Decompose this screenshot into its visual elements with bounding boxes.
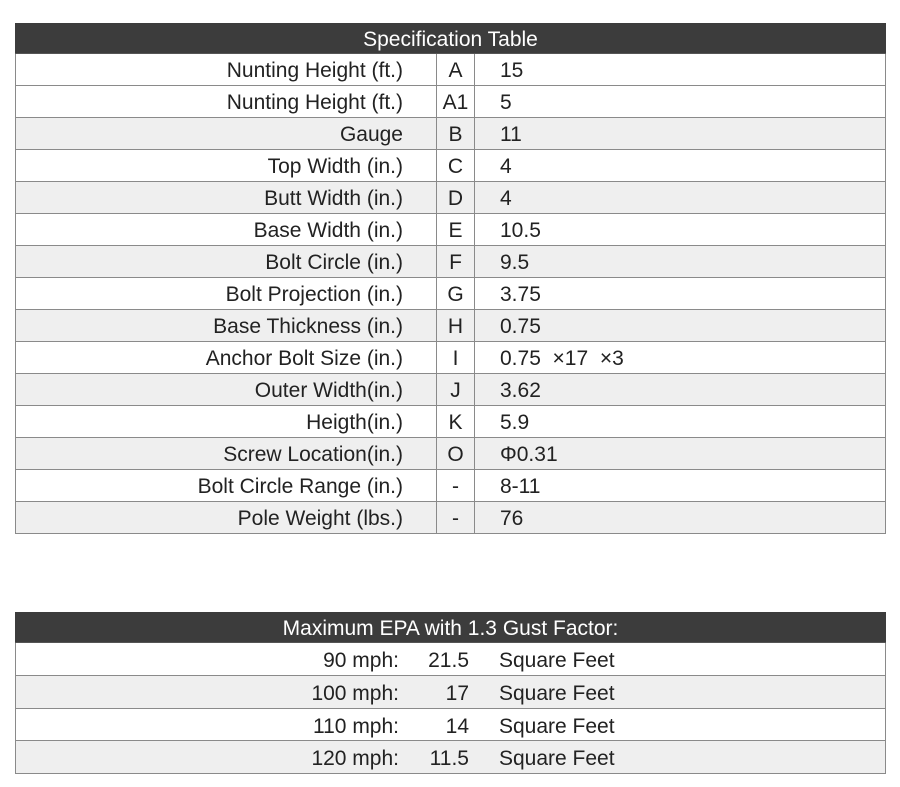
spec-value: 3.62 bbox=[500, 379, 541, 402]
table-row bbox=[15, 54, 886, 86]
spec-value: 5 bbox=[500, 91, 512, 114]
spec-code: H bbox=[436, 310, 475, 341]
table-row bbox=[15, 246, 886, 278]
spec-code: E bbox=[436, 214, 475, 245]
wind-speed: 90 mph: bbox=[323, 649, 399, 672]
table-row bbox=[15, 438, 886, 470]
table-row bbox=[15, 278, 886, 310]
spec-label: Base Width (in.) bbox=[253, 219, 403, 242]
specification-table bbox=[15, 23, 886, 536]
spec-code: K bbox=[436, 406, 475, 437]
spec-label: Bolt Circle (in.) bbox=[265, 251, 403, 274]
spec-value: 0.75 ×17 ×3 bbox=[500, 347, 624, 370]
epa-table bbox=[15, 612, 886, 774]
table-row bbox=[15, 709, 886, 742]
table-row bbox=[15, 502, 886, 534]
spec-code: J bbox=[436, 374, 475, 405]
spec-code: O bbox=[436, 438, 475, 469]
table-row bbox=[15, 214, 886, 246]
table-row bbox=[15, 310, 886, 342]
epa-unit: Square Feet bbox=[499, 714, 615, 738]
spec-value: 8-11 bbox=[500, 475, 541, 498]
spec-code: G bbox=[436, 278, 475, 309]
spec-value: 10.5 bbox=[500, 219, 541, 242]
spec-label: Heigth(in.) bbox=[306, 411, 403, 434]
epa-table-title: Maximum EPA with 1.3 Gust Factor: bbox=[15, 612, 886, 643]
table-row bbox=[15, 118, 886, 150]
epa-unit: Square Feet bbox=[499, 747, 615, 771]
spec-label: Bolt Circle Range (in.) bbox=[197, 475, 403, 498]
spec-label: Nunting Height (ft.) bbox=[226, 91, 403, 114]
spec-value: 11 bbox=[500, 123, 522, 146]
table-row bbox=[15, 342, 886, 374]
table-row bbox=[15, 643, 886, 676]
epa-value: 21.5 bbox=[428, 649, 469, 672]
spec-label: Butt Width (in.) bbox=[264, 187, 403, 210]
table-row bbox=[15, 150, 886, 182]
spec-value: Φ0.31 bbox=[500, 443, 558, 466]
spec-code: C bbox=[436, 150, 475, 181]
spec-code: - bbox=[436, 470, 475, 501]
spec-label: Pole Weight (lbs.) bbox=[237, 507, 403, 530]
spec-value: 9.5 bbox=[500, 251, 530, 274]
table-row bbox=[15, 406, 886, 438]
spec-code: B bbox=[436, 118, 475, 149]
spec-label: Screw Location(in.) bbox=[223, 443, 403, 466]
spec-label: Base Thickness (in.) bbox=[213, 315, 403, 338]
spec-value: 5.9 bbox=[500, 411, 530, 434]
spec-value: 76 bbox=[500, 507, 524, 530]
spec-label: Nunting Height (ft.) bbox=[226, 59, 403, 82]
wind-speed: 100 mph: bbox=[311, 681, 399, 705]
spec-code: A bbox=[436, 54, 475, 85]
spec-value: 3.75 bbox=[500, 283, 541, 306]
wind-speed: 110 mph: bbox=[313, 714, 399, 738]
table-row bbox=[15, 182, 886, 214]
spec-code: F bbox=[436, 246, 475, 277]
spec-value: 4 bbox=[500, 155, 512, 178]
table-row bbox=[15, 374, 886, 406]
spec-label: Anchor Bolt Size (in.) bbox=[205, 347, 403, 370]
wind-speed: 120 mph: bbox=[311, 747, 399, 771]
epa-value: 14 bbox=[445, 714, 469, 738]
spec-value: 4 bbox=[500, 187, 512, 210]
table-row bbox=[15, 741, 886, 774]
epa-value: 11.5 bbox=[429, 747, 469, 771]
spec-label: Bolt Projection (in.) bbox=[225, 283, 403, 306]
spec-code: D bbox=[436, 182, 475, 213]
table-row bbox=[15, 676, 886, 709]
table-row bbox=[15, 470, 886, 502]
spec-label: Gauge bbox=[339, 123, 403, 146]
spec-code: A1 bbox=[436, 86, 475, 117]
spec-label: Top Width (in.) bbox=[267, 155, 403, 178]
spec-label: Outer Width(in.) bbox=[254, 379, 403, 402]
spec-code: - bbox=[436, 502, 475, 533]
epa-unit: Square Feet bbox=[499, 681, 615, 705]
spec-code: I bbox=[436, 342, 475, 373]
epa-value: 17 bbox=[445, 681, 469, 705]
epa-unit: Square Feet bbox=[499, 649, 615, 672]
specification-table-title: Specification Table bbox=[15, 23, 886, 54]
spec-value: 15 bbox=[500, 59, 524, 82]
spec-value: 0.75 bbox=[500, 315, 541, 338]
table-row bbox=[15, 86, 886, 118]
